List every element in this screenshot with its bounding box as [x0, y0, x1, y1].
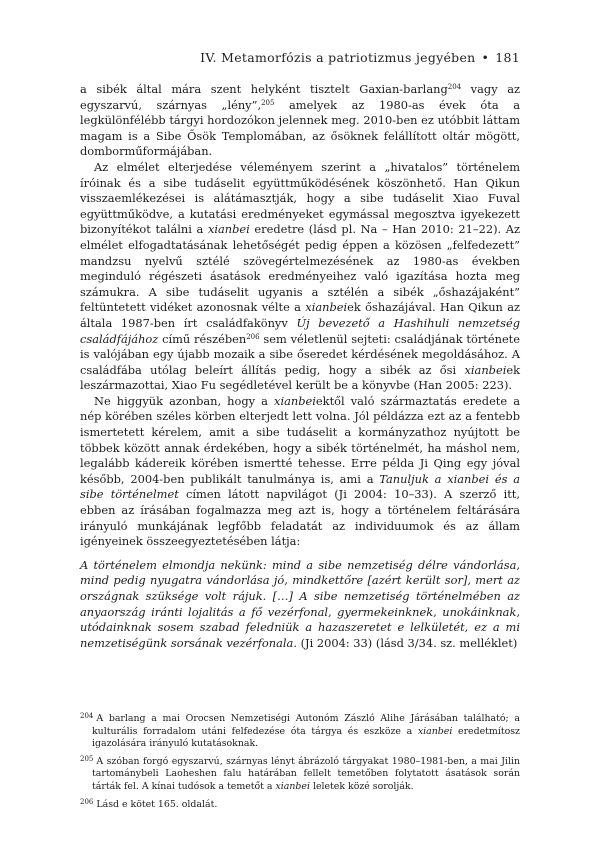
footnote-number: 206 [80, 797, 94, 806]
emphasis: xianbei [417, 725, 453, 737]
text-run: címen látott napvilágot (Ji 2004: 10–33). A szerző itt, ebben az írásában fogalmazza meg azt is, hogy a történelem feltárására irányuló munkájának legfőbb feladatát az individuumok és az állam igényeinek összeegyeztetésében látja: [80, 487, 521, 549]
page-number: 181 [495, 50, 520, 65]
text-run: sem véletlenül sejteti: családjának története is valójában egy újabb mozaik a sibe őseredet kérdésének megoldásához. A családfába utólag beleírt állítás pedig, hogy a sibék az ősi [80, 331, 521, 377]
emphasis: xianbei [207, 222, 250, 237]
paragraph-3 [80, 394, 520, 550]
quote-text: A történelem elmondja nekünk: mind a sibe nemzetiség délre vándorlása, mind pedig nyugatra vándorlása jó, mindkettőre [azért került sor], mert az országnak szüksége volt rájuk. […] A sibe nemzetiség történelmében az anyaország iránti lojalitás a fő vezérfonal, gyermekeinknek, unokáinknak, utódainknak sosem szabad feledniük a hazaszeretet e lelkületét, ez a mi nemzetiségünk sorsának vezérfonala. [80, 557, 520, 650]
header-separator: • [481, 50, 490, 65]
text-run: a sibék által mára szent helyként tisztelt Gaxian-barlang [80, 82, 448, 96]
emphasis: xianbei [274, 393, 316, 408]
text-run: ek őshazájával. Han Qikun az általa 1987-ben írt családfakönyv [80, 300, 520, 330]
text-run: eredetre (lásd pl. Na – Han 2010: 21–22). Az elmélet elfogadtatásának lehetőségét pedig éppen a közösen „felfedezett” mandzsu nyelvű sztélé szövegértelmezésének az 1980-as években meginduló régészeti ásatások eredményeihez való igazítása hozta meg számukra. A sibe tudáselit ugyanis a sztélén a sibék „őshazájaként” feltüntetett vidéket azonosnak vélte a [80, 222, 520, 315]
footnote-text: A barlang a mai Orocsen Nemzetiségi Autonóm Zászló Alihe Járásában található; a kulturális forradalom utáni felfedezése óta tárgya és eszköze a [92, 713, 520, 737]
footnote-text: A szóban forgó egyszarvú, szárnyas lényt ábrázoló tárgyakat 1980–1981-ben, a mai Jilin tartománybeli Laoheshen falu határában fellelt temetőben folytatott ásatások során tárták fel. A kínai tudósok a temetőt a [92, 755, 520, 792]
text-run: amelyek az 1980-as évek óta a legkülönfélébb tárgyi hordozókon jelennek meg. 2010-ben ez utóbbit láttam magam is a Sibe Ősök Templomában, az ősöknek felállított oltár mögött, domborműformájában. [80, 97, 520, 159]
footnote-204 [80, 710, 520, 751]
footnote-number: 205 [80, 754, 94, 763]
quote-citation: (Ji 2004: 33) (lásd 3/34. sz. melléklet) [296, 635, 518, 650]
book-title: Új bevezető a Hashihuli nemzetség családfájához [80, 315, 520, 346]
text-run: című részében [158, 331, 247, 346]
block-quote [80, 558, 520, 652]
footnote-ref-204[interactable]: 204 [447, 83, 462, 91]
paragraph-1 [80, 82, 520, 160]
footnote-ref-206[interactable]: 206 [246, 332, 260, 341]
running-header [80, 50, 520, 65]
chapter-title: IV. Metamorfózis a patriotizmus jegyében [200, 50, 476, 65]
main-text [80, 82, 520, 651]
footnotes [80, 710, 520, 813]
footnote-206 [80, 796, 520, 812]
emphasis: xianbei [305, 300, 348, 315]
text-run: ektől való származtatás eredete a nép körében széles körben elterjedt lett volna. Jól példázza ezt az a fentebb ismertetett kérelem, amit a sibe tudáselit a kormányzathoz nyújtott be többek között annak érdekében, hogy a sibék történelmét, ha máshol nem, legalább kádereik körében ismertté tehesse. Erre példa Ji Qing egy jóval később, 2004-ben publikált tanulmánya is, ami a [80, 393, 520, 486]
paragraph-2 [80, 160, 520, 394]
text-run: Ne higgyük azonban, hogy a [94, 393, 275, 408]
study-title: Tanuljuk a xianbei és a sibe történelmet [80, 471, 520, 502]
text-run: ek leszármazottai, Xiao Fu segédletével került be a könyvbe (Han 2005: 223). [80, 362, 520, 393]
emphasis: xianbei [275, 780, 310, 792]
footnote-205 [80, 753, 520, 794]
footnote-text: eredetmítosz igazolására irányuló kutatásoknak. [92, 725, 520, 750]
footnote-ref-205[interactable]: 205 [261, 98, 275, 107]
footnote-text: Lásd e kötet 165. oldalát. [96, 798, 218, 810]
footnote-number: 204 [80, 712, 94, 720]
text-run: Az elmélet elterjedése véleményem szerint a „hivatalos” történelem íróinak és a sibe tudáselit együttműködésének köszönhető. Han Qikun visszaemlékezései is alátámasztják, hogy a sibe tudáselit Xiao Fuval együttműködve, a kutatási eredményeket egymással megosztva igyekezett bizonyítékot találni a [80, 159, 520, 237]
emphasis: xianbei [464, 362, 507, 377]
text-run: vagy az egyszarvú, szárnyas „lény”, [80, 82, 520, 112]
footnote-text: leletek közé sorolják. [309, 780, 414, 792]
